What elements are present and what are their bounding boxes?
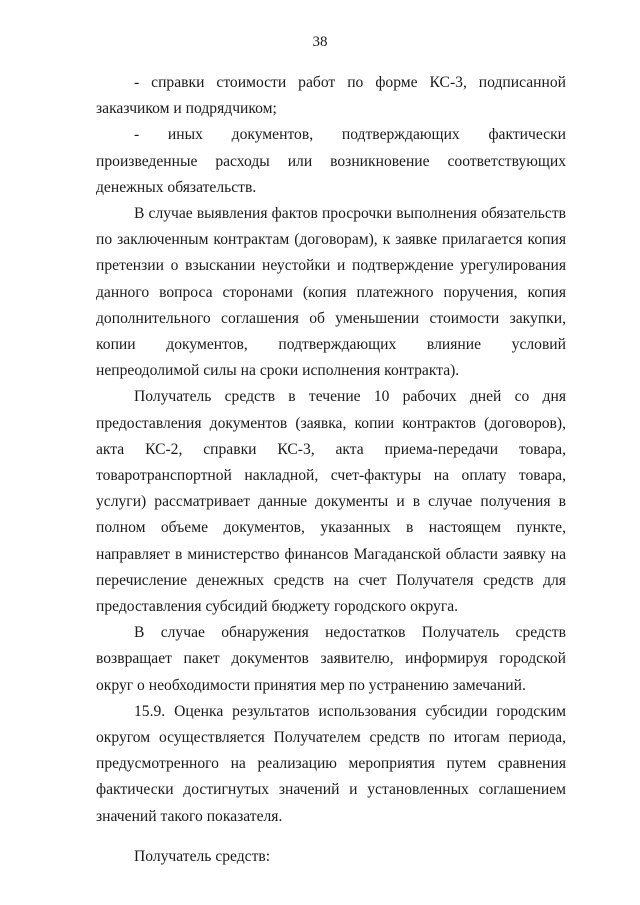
page-number: 38: [312, 34, 328, 50]
paragraph-recipient-heading: Получатель средств:: [134, 847, 271, 865]
paragraph-document-review: Получатель средств в течение 10 рабочих дней со дня предоставления документов (заявка, копии контрактов (договоров), акта КС-2, справки КС-3, акта приема-передачи товара, товаротранспортной накладной, счет-фактуры на оплату товара, услуги) рассматривает данные документы и в случае получения в полном объеме документов, указанных в настоящем пункте, направляет в министерство финансов Магаданской области заявку на перечисление денежных средств на счет Получателя средств для предоставления субсидий бюджету городского округа.: [96, 388, 566, 616]
paragraph-other-documents: - иных документов, подтверждающих фактически произведенные расходы или возникновение соответствующих денежных обязательств.: [96, 126, 566, 196]
paragraph-deficiencies: В случае обнаружения недостатков Получатель средств возвращает пакет документов заявителю, информируя городской округ о необходимости принятия мер по устранению замечаний.: [96, 624, 566, 694]
paragraph-overdue-obligations: В случае выявления фактов просрочки выполнения обязательств по заключенным контрактам (договорам), к заявке прилагается копия претензии о взыскании неустойки и подтверждение урегулирования данного вопроса сторонами (копия платежного поручения, копия дополнительного соглашения об уменьшении стоимости закупки, копии документов, подтверждающих влияние условий непреодолимой силы на сроки исполнения контракта).: [96, 205, 566, 380]
paragraph-ks3-certificates: - справки стоимости работ по форме КС-3, подписанной заказчиком и подрядчиком;: [96, 74, 566, 118]
paragraph-section-15-9: 15.9. Оценка результатов использования субсидии городским округом осуществляется Получателем средств по итогам периода, предусмотренного на реализацию мероприятия путем сравнения фактически достигнутых значений и установленных соглашением значений такого показателя.: [96, 702, 566, 825]
document-body: [96, 70, 566, 870]
